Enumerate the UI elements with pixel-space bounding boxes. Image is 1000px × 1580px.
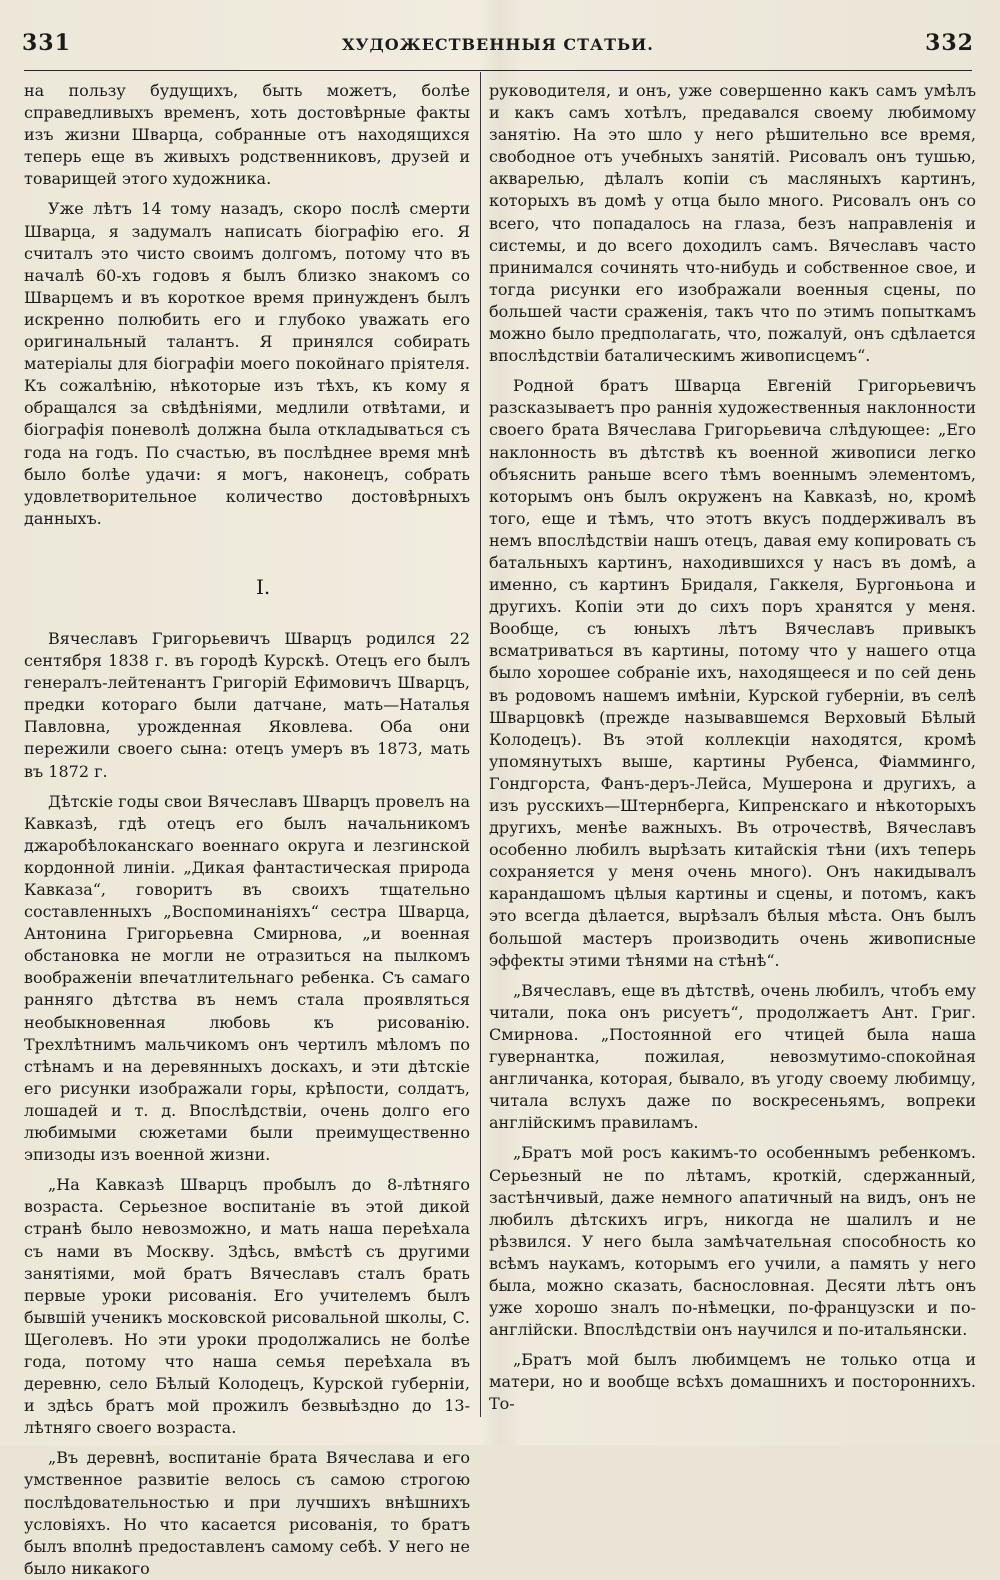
- right-column: [489, 80, 976, 1416]
- paragraph: „Въ деревнѣ, воспитаніе брата Вячеслава и его умственное развитіе велось съ самою строгою послѣдовательностью и при лучшихъ внѣшнихъ условіяхъ. Но что касается рисованія, то братъ былъ вполнѣ предоставленъ самому себѣ. У него не было никакого: [24, 1448, 470, 1578]
- paragraph: на пользу будущихъ, быть можетъ, болѣе справедливыхъ временъ, хоть достовѣрные факты изъ жизни Шварца, собранные отъ находящихся теперь еще въ живыхъ родственниковъ, друзей и товарищей этого художника.: [24, 81, 470, 189]
- paragraph: Вячеславъ Григорьевичъ Шварцъ родился 22 сентября 1838 г. въ городѣ Курскѣ. Отецъ его былъ генералъ-лейтенантъ Григорій Ефимовичъ Шварцъ, предки котораго были датчане, мать—Наталья Павловна, урожденная Яковлева. Оба они пережили своего сына: отецъ умеръ въ 1873, мать въ 1872 г.: [24, 628, 470, 781]
- running-title: ХУДОЖЕСТВЕННЫЯ СТАТЬИ.: [342, 35, 654, 54]
- paragraph: Уже лѣтъ 14 тому назадъ, скоро послѣ смерти Шварца, я задумалъ написать біографію его. Я считалъ это чисто своимъ долгомъ, потому что въ началѣ 60-хъ годовъ я былъ близко знакомъ со Шварцемъ и въ короткое время принужденъ былъ искренно полюбить его и глубоко уважать его оригинальный талантъ. Я принялся собирать матеріалы для біографіи моего покойнаго пріятеля. Къ сожалѣнію, нѣкоторые изъ тѣхъ, къ кому я обращался за свѣдѣніями, медлили отвѣтами, и біографія поневолѣ должна была откладываться съ года на годъ. По счастью, въ послѣднее время мнѣ было болѣе удачи: я могъ, наконецъ, собрать удовлетворительное количество достовѣрныхъ данныхъ.: [24, 199, 470, 528]
- section-heading: I.: [256, 574, 271, 599]
- paragraph: руководителя, и онъ, уже совершенно какъ самъ умѣлъ и какъ самъ хотѣлъ, предавался своему любимому занятію. На это шло у него рѣшительно все время, свободное отъ учебныхъ занятій. Рисовалъ онъ тушью, акварелью, дѣлалъ копіи съ масляныхъ картинъ, которыхъ въ домѣ у отца было много. Рисовалъ онъ со всего, что попадалось на глаза, безъ направленія и системы, и до всего доходилъ самъ. Вячеславъ часто принимался сочинять что-нибудь и собственное свое, и тогда рисунки его изображали военныя сцены, по большей части сраженія, такъ что по этимъ попыткамъ можно было предполагать, что, пожалуй, онъ сдѣлается впослѣдствіи баталическимъ живописцемъ“.: [489, 81, 976, 366]
- paragraph: „Братъ мой былъ любимцемъ не только отца и матери, но и вообще всѣхъ домашнихъ и постороннихъ. То-: [489, 1350, 976, 1414]
- paragraph: „Братъ мой росъ какимъ-то особеннымъ ребенкомъ. Серьезный не по лѣтамъ, кроткій, сдержанный, застѣнчивый, даже немного апатичный на видъ, онъ не любилъ дѣтскихъ игръ, никогда не шалилъ и не рѣзвился. У него была замѣчательная способность ко всѣмъ наукамъ, которымъ его учили, а память у него была, можно сказать, баснословная. Десяти лѣтъ онъ уже хорошо зналъ по-нѣмецки, по-французски и по-англійски. Впослѣдствіи онъ научился и по-итальянски.: [489, 1143, 976, 1340]
- column-divider: [480, 72, 481, 1417]
- left-column: [24, 80, 470, 1580]
- page-header: [22, 30, 974, 64]
- paragraph: „Вячеславъ, еще въ дѣтствѣ, очень любилъ, чтобъ ему читали, пока онъ рисуетъ“, продолжаетъ Ант. Григ. Смирнова. „Постоянной его чтицей была наша гувернантка, пожилая, невозмутимо-спокойная англичанка, которая, бывало, въ угоду своему любимцу, читала вслухъ даже по воскресеньямъ, вопреки англійскимъ правиламъ.: [489, 980, 976, 1133]
- paragraph: Дѣтскіе годы свои Вячеславъ Шварцъ провелъ на Кавказѣ, гдѣ отецъ его былъ начальникомъ джаробѣлоканскаго военнаго округа и лезгинской кордонной линіи. „Дикая фантастическая природа Кавказа“, говоритъ въ своихъ тщательно составленныхъ „Воспоминаніяхъ“ сестра Шварца, Антонина Григорьевна Смирнова, „и военная обстановка не могли не отразиться на пылкомъ воображеніи впечатлительнаго ребенка. Съ самаго ранняго дѣтства въ немъ стала проявляться необыкновенная любовь къ рисованію. Трехлѣтнимъ мальчикомъ онъ чертилъ мѣломъ по стѣнамъ и на деревянныхъ доскахъ, и эти дѣтскіе его рисунки изображали горы, крѣпости, солдатъ, лошадей и т. д. Впослѣдствіи, очень долго его любимыми сюжетами были преимущественно эпизоды изъ военной жизни.: [24, 791, 470, 1165]
- left-page-number: 331: [22, 30, 71, 56]
- right-page-number: 332: [925, 30, 974, 56]
- header-rule: [24, 70, 972, 71]
- paragraph: Родной братъ Шварца Евгеній Григорьевичъ разсказываетъ про раннія художественныя наклонности своего брата Вячеслава Григорьевича слѣдующее: „Его наклонность въ дѣтствѣ къ военной живописи легко объяснить раньше всего тѣмъ военнымъ элементомъ, которымъ онъ былъ окруженъ на Кавказѣ, но, кромѣ того, еще и тѣмъ, что этотъ вкусъ поддерживалъ въ немъ впослѣдствіи нашъ отецъ, давая ему копировать съ батальныхъ картинъ, находившихся у насъ въ домѣ, а именно, съ картинъ Бридаля, Гаккеля, Бургоньона и другихъ. Копіи эти до сихъ поръ хранятся у меня. Вообще, съ юныхъ лѣтъ Вячеславъ привыкъ всматриваться въ картины, потому что у нашего отца было хорошее собраніе ихъ, находящееся и по сей день въ родовомъ нашемъ имѣніи, Курской губерніи, въ селѣ Шварцовкѣ (прежде называвшемся Верховый Бѣлый Колодецъ). Въ этой коллекціи находятся, кромѣ упомянутыхъ выше, картины Рубенса, Фіамминго, Гондгорста, Фанъ-деръ-Лейса, Мушерона и другихъ, а изъ русскихъ—Штернберга, Кипренскаго и нѣкоторыхъ другихъ, менѣе важныхъ. Въ отрочествѣ, Вячеславъ особенно любилъ вырѣзать китайскія тѣни (ихъ теперь сохраняется у меня очень много). Онъ накидывалъ карандашомъ цѣлыя картины и сцены, и потомъ, какъ это всегда дѣлается, вырѣзалъ бѣлыя мѣста. Онъ былъ большой мастеръ производить очень живописные эффекты этими тѣнями на стѣнѣ“.: [489, 376, 976, 970]
- paragraph: „На Кавказѣ Шварцъ пробылъ до 8-лѣтняго возраста. Серьезное воспитаніе въ этой дикой странѣ было невозможно, и мать наша переѣхала съ нами въ Москву. Здѣсь, вмѣстѣ съ другими занятіями, мой братъ Вячеславъ сталъ брать первые уроки рисованія. Его учителемъ былъ бывшій ученикъ московской рисовальной школы, С. Щеголевъ. Но эти уроки продолжались не болѣе года, потому что наша семья переѣхала въ деревню, село Бѣлый Колодецъ, Курской губерніи, и здѣсь братъ мой прожилъ безвыѣздно до 13-лѣтняго своего возраста.: [24, 1175, 470, 1438]
